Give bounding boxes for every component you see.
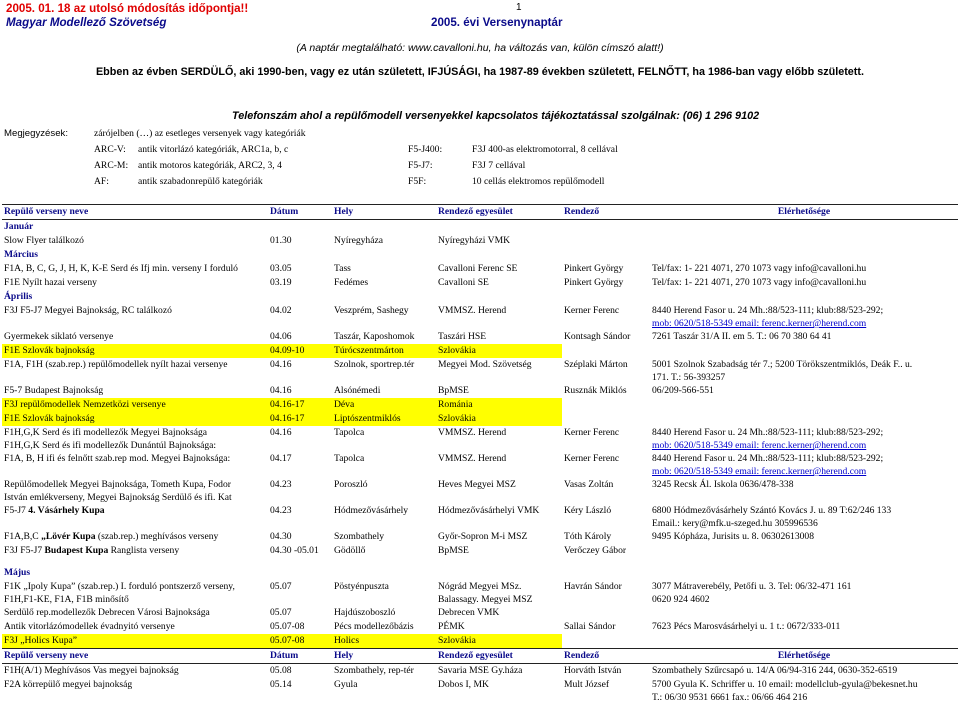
document-header [6, 2, 954, 30]
table-row-highlighted [2, 344, 958, 358]
contact-line: 8440 Herend Fasor u. 24 Mh.:88/523-111; klub:88/523-292; [652, 427, 884, 438]
event-organizer [562, 398, 650, 412]
column-header: Rendező [562, 205, 650, 220]
event-contact: Tel/fax: 1- 221 4071, 270 1073 vagy info@cavalloni.hu [652, 277, 867, 288]
event-club: Szlovákia [436, 344, 562, 358]
note-value: antik szabadonrepülő kategóriák [138, 176, 263, 187]
contact-line: 6800 Hódmezővásárhely Szántó Kovács J. u. 89 T:62/246 133 [652, 505, 892, 516]
event-place: Gödöllő [334, 545, 366, 556]
table-row-highlighted [2, 398, 958, 412]
event-date: 04.06 [270, 331, 292, 342]
event-contact: Tel/fax: 1- 221 4071, 270 1073 vagy info@cavalloni.hu [652, 263, 867, 274]
event-place: Holics [332, 634, 436, 649]
event-club: Románia [436, 398, 562, 412]
event-name [2, 426, 268, 452]
event-date: 05.08 [270, 665, 292, 676]
event-name-line: F1K „Ipoly Kupa” (szab.rep.) I. forduló pontszerző verseny, [4, 581, 235, 592]
table-row [2, 262, 958, 276]
event-organizer [562, 344, 650, 358]
event-date: 04.16-17 [268, 398, 332, 412]
event-organizer: Rusznák Miklós [564, 385, 627, 396]
event-contact [650, 504, 958, 530]
event-place: Poroszló [334, 479, 368, 490]
event-place: Nyíregyháza [334, 235, 384, 246]
note-key: AF: [94, 176, 109, 187]
club-line: Nógrád Megyei MSz. [438, 581, 522, 592]
table-row [2, 384, 958, 398]
event-name-bold: Budapest Kupa [44, 545, 109, 556]
event-name-suffix: Ranglista verseny [108, 545, 180, 556]
event-place: Tapolca [334, 453, 365, 464]
event-organizer: Pinkert György [564, 263, 624, 274]
table-row-highlighted [2, 412, 958, 426]
event-date: 03.05 [270, 263, 292, 274]
event-organizer [562, 606, 650, 620]
event-contact [650, 580, 958, 606]
event-contact [650, 344, 958, 358]
event-club: VMMSZ. Herend [438, 305, 507, 316]
event-name-bold: 4. Vásárhely Kupa [28, 505, 105, 516]
event-name: F3J „Holics Kupa” [2, 634, 268, 649]
event-contact [650, 398, 958, 412]
event-place: Taszár, Kaposhomok [334, 331, 415, 342]
event-contact [650, 358, 958, 384]
event-name: Slow Flyer találkozó [4, 235, 84, 246]
event-date: 05.07 [270, 607, 292, 618]
table-header-row [2, 205, 958, 220]
event-organizer: Horváth István [564, 665, 622, 676]
event-name: F1A, B, H ifi és felnőtt szab.rep mod. Megyei Bajnoksága: [4, 453, 231, 464]
table-row [2, 304, 958, 330]
column-header: Rendező [562, 649, 650, 664]
column-header: Elérhetősége [650, 649, 958, 664]
note-value: antik motoros kategóriák, ARC2, 3, 4 [138, 160, 282, 171]
event-name: F1H(A/1) Meghívásos Vas megyei bajnokság [4, 665, 179, 676]
event-place: Déva [332, 398, 436, 412]
event-name: F3J F5-J7 Megyei Bajnokság, RC találkozó [4, 305, 172, 316]
event-organizer: Kerner Ferenc [564, 427, 620, 438]
column-header: Hely [332, 649, 436, 664]
event-organizer: Havrán Sándor [564, 581, 622, 592]
notes-intro: zárójelben (…) az esetleges versenyek vagy kategóriák [94, 128, 306, 139]
column-header: Repülő verseny neve [2, 649, 268, 664]
event-organizer [562, 412, 650, 426]
event-date: 04.30 -05.01 [270, 545, 319, 556]
event-club: VMMSZ. Herend [438, 453, 507, 464]
column-header: Dátum [268, 649, 332, 664]
event-contact: 06/209-566-551 [652, 385, 714, 396]
event-place: Pöstyénpuszta [334, 581, 389, 592]
event-place: Gyula [334, 679, 358, 690]
table-row [2, 426, 958, 452]
event-name-line: F1H,G,K Serd és ifi modellezők Dunántúl Bajnoksága: [4, 440, 217, 451]
table-row [2, 530, 958, 544]
contact-line: Email.: kery@mfk.u-szeged.hu 305996536 [652, 518, 818, 529]
event-date: 04.30 [270, 531, 292, 542]
event-place: Tapolca [334, 427, 365, 438]
event-club: Cavalloni Ferenc SE [438, 263, 518, 274]
event-date: 04.23 [270, 505, 292, 516]
event-name: Serdülő rep.modellezők Debrecen Városi Bajnoksága [4, 607, 210, 618]
event-date: 04.16 [270, 359, 292, 370]
event-organizer: Pinkert György [564, 277, 624, 288]
note-key: ARC-M: [94, 160, 129, 171]
note-key: ARC-V: [94, 144, 126, 155]
event-date: 04.02 [270, 305, 292, 316]
event-club: Hódmezővásárhelyi VMK [438, 505, 540, 516]
event-place: Fedémes [334, 277, 369, 288]
note-value: F3J 400-as elektromotorral, 8 cellával [472, 144, 618, 155]
event-organizer: Kerner Ferenc [564, 453, 620, 464]
page-title: 2005. évi Versenynaptár [431, 16, 563, 29]
event-date: 04.09-10 [268, 344, 332, 358]
event-contact [650, 452, 958, 478]
event-place: Alsónémedi [334, 385, 381, 396]
event-name-bold: „Lövér Kupa [41, 531, 96, 542]
table-row [2, 358, 958, 384]
event-contact [650, 426, 958, 452]
event-contact: 7261 Taszár 31/A II. em 5. T.: 06 70 380 64 41 [652, 331, 832, 342]
event-contact: Szombathely Szűrcsapó u. 14/A 06/94-316 244, 0630-352-6519 [652, 665, 898, 676]
event-name-line: F1H,G,K Serd és ifi modellezők Megyei Bajnoksága [4, 427, 208, 438]
event-club: BpMSE [438, 385, 469, 396]
federation-name: Magyar Modellező Szövetség [6, 16, 167, 29]
month-label: Január [4, 221, 34, 232]
event-name: F3J repülőmodellek Nemzetközi versenye [2, 398, 268, 412]
event-name [2, 478, 268, 504]
competition-calendar-table [2, 204, 958, 704]
notes-label: Megjegyzések: [4, 128, 68, 139]
event-name-suffix: (szab.rep.) meghívásos verseny [95, 531, 219, 542]
event-name: F5-7 Budapest Bajnokság [4, 385, 104, 396]
event-name [2, 544, 268, 558]
phone-info: Telefonszám ahol a repülőmodell versenyekkel kapcsolatos tájékoztatással szolgálnak: (06) 1 296 9102 [232, 110, 760, 122]
event-organizer: Verőczey Gábor [564, 545, 627, 556]
event-organizer: Kontsagh Sándor [564, 331, 631, 342]
event-name [2, 504, 268, 530]
event-date: 05.07-08 [270, 621, 305, 632]
event-contact: 7623 Pécs Marosvásárhelyi u. 1 t.: 0672/333-011 [652, 621, 841, 632]
event-organizer: Sallai Sándor [564, 621, 616, 632]
table-row [2, 580, 958, 606]
event-club: Nyíregyházi VMK [438, 235, 511, 246]
event-name-prefix: F1A,B,C [4, 531, 42, 542]
table-row [2, 452, 958, 478]
event-place: Szombathely, rep-tér [334, 665, 414, 676]
table-header-row-repeat [2, 649, 958, 664]
table-row [2, 330, 958, 344]
event-date: 05.07 [270, 581, 292, 592]
event-club [436, 580, 562, 606]
event-club: BpMSE [438, 545, 469, 556]
contact-line: 5001 Szolnok Szabadság tér 7.; 5200 Törökszentmiklós, Deák F.. u. [652, 359, 913, 370]
event-name: Antik vitorlázómodellek évadnyitó versenye [4, 621, 175, 632]
month-row-march [2, 248, 958, 262]
column-header: Dátum [268, 205, 332, 220]
event-contact [650, 606, 958, 620]
event-date: 05.07-08 [268, 634, 332, 649]
event-date: 05.14 [270, 679, 292, 690]
event-date: 04.16 [270, 427, 292, 438]
event-name: F1E Szlovák bajnokság [2, 344, 268, 358]
event-contact [650, 412, 958, 426]
month-label: Április [4, 291, 33, 302]
event-contact [650, 234, 958, 248]
event-organizer: Vasas Zoltán [564, 479, 614, 490]
event-place: Veszprém, Sashegy [334, 305, 409, 316]
month-row-may [2, 558, 958, 580]
table-row [2, 478, 958, 504]
column-header: Elérhetősége [650, 205, 958, 220]
event-date: 03.19 [270, 277, 292, 288]
event-date: 04.17 [270, 453, 292, 464]
event-club: Dobos I, MK [438, 679, 489, 690]
event-place: Túrócszentmárton [332, 344, 436, 358]
availability-note: (A naptár megtalálható: www.cavalloni.hu, ha változás van, külön címszó alatt!) [296, 42, 664, 54]
event-place: Hajdúszoboszló [334, 607, 396, 618]
event-place: Hódmezővásárhely [334, 505, 409, 516]
event-name [2, 530, 268, 544]
table-row [2, 620, 958, 634]
event-name: F2A körrepülő megyei bajnokság [4, 679, 133, 690]
event-name: F1E Szlovák bajnokság [2, 412, 268, 426]
month-label: Május [4, 567, 31, 578]
event-club: Taszári HSE [438, 331, 487, 342]
event-club: Heves Megyei MSZ [438, 479, 516, 490]
contact-line: 8440 Herend Fasor u. 24 Mh.:88/523-111; klub:88/523-292; [652, 453, 884, 464]
column-header: Rendező egyesület [436, 205, 562, 220]
event-name-prefix: F3J F5-J7 [4, 545, 45, 556]
table-row [2, 544, 958, 558]
note-key: F5-J7: [408, 160, 433, 171]
event-name-prefix: F5-J7 [4, 505, 29, 516]
note-value: antik vitorlázó kategóriák, ARC1a, b, c [138, 144, 289, 155]
event-contact: 9495 Kópháza, Jurisits u. 8. 06302613008 [652, 531, 815, 542]
contact-email-link[interactable]: mob: 0620/518-5349 email: ferenc.kerner@herend.com [652, 466, 867, 477]
contact-email-link[interactable]: mob: 0620/518-5349 email: ferenc.kerner@herend.com [652, 318, 867, 329]
table-row [2, 504, 958, 530]
event-name-line: Repülőmodellek Megyei Bajnoksága, Tometh Kupa, Fodor [4, 479, 231, 490]
contact-email-link[interactable]: mob: 0620/518-5349 email: ferenc.kerner@herend.com [652, 440, 867, 451]
table-row [2, 678, 958, 704]
event-organizer: Kéry László [564, 505, 612, 516]
event-contact [650, 304, 958, 330]
contact-line: 8440 Herend Fasor u. 24 Mh.:88/523-111; klub:88/523-292; [652, 305, 884, 316]
modified-note: 2005. 01. 18 az utolsó módosítás időpontja!! [6, 2, 249, 15]
page-number: 1 [516, 2, 522, 13]
event-name-line: F1H,F1-KE, F1A, F1B minősítő [4, 594, 129, 605]
month-row-january [2, 220, 958, 235]
contact-line: 3077 Mátraverebély, Petőfi u. 3. Tel: 06/32-471 161 [652, 581, 852, 592]
event-date: 04.16-17 [268, 412, 332, 426]
note-key: F5-J400: [408, 144, 443, 155]
contact-line: 0620 924 4602 [652, 594, 710, 605]
event-club: Szlovákia [436, 634, 562, 649]
table-row [2, 606, 958, 620]
event-club: VMMSZ. Herend [438, 427, 507, 438]
note-value: 10 cellás elektromos repülőmodell [472, 176, 605, 187]
event-date: 01.30 [270, 235, 292, 246]
event-club: Győr-Sopron M-i MSZ [438, 531, 528, 542]
event-name: F1A, F1H (szab.rep.) repülőmodellek nyílt hazai versenye [4, 359, 228, 370]
event-name: F1E Nyílt hazai verseny [4, 277, 97, 288]
event-contact [650, 678, 958, 704]
event-contact [650, 544, 958, 558]
event-place: Pécs modellezőbázis [334, 621, 414, 632]
event-name-line: István emlékverseny, Megyei Bajnokság Serdülő és ifi. Kat [4, 492, 232, 503]
header-line-2 [6, 16, 954, 30]
note-key: F5F: [408, 176, 427, 187]
event-place: Szolnok, sportrep.tér [334, 359, 415, 370]
event-name: F1A, B, C, G, J, H, K, K-E Serd és Ifj min. verseny I forduló [4, 263, 238, 274]
event-contact: 3245 Recsk Ál. Iskola 0636/478-338 [652, 479, 794, 490]
column-header: Hely [332, 205, 436, 220]
contact-line: T.: 06/30 9531 6661 fax.: 06/66 464 216 [652, 692, 808, 703]
age-categories-info: Ebben az évben SERDÜLŐ, aki 1990-ben, vagy ez után született, IFJÚSÁGI, ha 1987-89 években született, FELNŐTT, ha 1986-ban vagy előbb született. [95, 66, 864, 78]
table-row [2, 234, 958, 248]
note-value: F3J 7 cellával [472, 160, 526, 171]
header-line-1 [6, 2, 954, 16]
column-header: Repülő verseny neve [2, 205, 268, 220]
club-line: Balassagy. Megyei MSZ [438, 594, 533, 605]
table-row-highlighted [2, 634, 958, 649]
event-contact [650, 634, 958, 649]
event-name: Gyermekek siklató versenye [4, 331, 114, 342]
event-club: Savaria MSE Gy.háza [438, 665, 523, 676]
event-club: Megyei Mod. Szövetség [438, 359, 532, 370]
event-date: 04.23 [270, 479, 292, 490]
contact-line: 5700 Gyula K. Schriffer u. 10 email: modellclub-gyula@bekesnet.hu [652, 679, 918, 690]
event-organizer: Széplaki Márton [564, 359, 628, 370]
event-club: Szlovákia [436, 412, 562, 426]
event-club: Debrecen VMK [438, 607, 500, 618]
event-organizer: Tóth Károly [564, 531, 612, 542]
event-place: Liptószentmiklós [332, 412, 436, 426]
event-name [2, 580, 268, 606]
event-club: Cavalloni SE [438, 277, 489, 288]
month-row-april [2, 290, 958, 304]
event-date: 04.16 [270, 385, 292, 396]
event-organizer [562, 234, 650, 248]
column-header: Rendező egyesület [436, 649, 562, 664]
contact-line: 171. T.: 56-393257 [652, 372, 726, 383]
event-place: Szombathely [334, 531, 385, 542]
month-label: Március [4, 249, 38, 260]
event-club: PÉMK [438, 621, 465, 632]
event-organizer: Kerner Ferenc [564, 305, 620, 316]
event-organizer [562, 634, 650, 649]
event-place: Tass [334, 263, 351, 274]
event-organizer: Mult József [564, 679, 610, 690]
table-row [2, 276, 958, 290]
table-row [2, 664, 958, 679]
